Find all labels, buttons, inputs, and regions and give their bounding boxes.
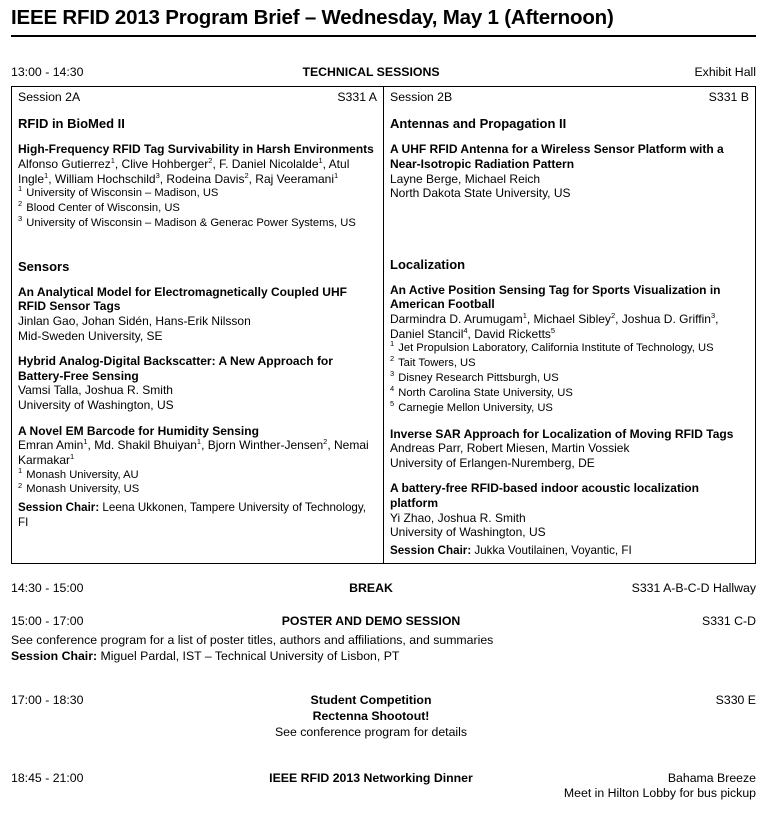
paper-affiliation: $^4$ North Carolina State University, US (390, 384, 573, 399)
paper-affiliation: $^2$ Monash University, US (18, 480, 140, 496)
poster-demo-block (11, 614, 756, 665)
track-title-localization: Localization (390, 256, 466, 272)
paper-affiliation: $^2$ Blood Center of Wisconsin, US (18, 199, 180, 215)
session-chair-name: Miguel Pardal, IST – Technical University of Lisbon, PT (100, 649, 400, 664)
networking-dinner-location-note: Meet in Hilton Lobby for bus pickup (563, 786, 756, 801)
networking-dinner-location: Bahama Breeze (667, 771, 756, 786)
poster-demo-location: S331 C-D (702, 613, 756, 628)
networking-dinner-row (11, 771, 756, 786)
session-chair-name: Jukka Voutilainen, Voyantic, FI (474, 543, 632, 557)
paper-affiliation: $^3$ Disney Research Pittsburgh, US (390, 369, 559, 384)
break-time: 14:30 - 15:00 (11, 581, 84, 596)
technical-sessions-location: Exhibit Hall (694, 65, 756, 79)
paper-affiliation: $^1$ Monash University, AU (18, 465, 139, 481)
session-2b-code: Session 2B (390, 90, 453, 105)
poster-demo-chair (11, 649, 756, 665)
technical-sessions-time: 13:00 - 14:30 (11, 65, 84, 79)
paper-title: High-Frequency RFID Tag Survivability in Harsh Environments (18, 142, 374, 157)
session-2b-chair (384, 544, 755, 563)
track-title-antennas-and-propagation-ii: Antennas and Propagation II (390, 116, 567, 132)
networking-dinner-time: 18:45 - 21:00 (11, 771, 84, 786)
paper-affiliation: $^5$ Carnegie Mellon University, US (390, 398, 553, 414)
student-competition-label-3: See conference program for details (274, 725, 468, 740)
paper-title: An Analytical Model for Electromagnetically Coupled UHF RFID Sensor Tags (18, 284, 347, 314)
break-row (11, 581, 756, 596)
paper-entry (390, 481, 749, 540)
paper-entry (18, 354, 377, 413)
session-2a-code: Session 2A (18, 90, 81, 105)
session-2a-header (12, 87, 383, 108)
paper-entry (390, 427, 749, 471)
paper-authors: Yi Zhao, Joshua R. Smith (390, 510, 526, 525)
paper-authors: Alfonso Gutierrez$^1$, Clive Hohberger$^2$, F. Daniel Nicolalde$^1$, Atul Ingle$^1$, William Hochschild$^3$, Rodeina Davis$^2$, Raj Veeramani$^1$ (18, 155, 350, 186)
page-title: IEEE RFID 2013 Program Brief – Wednesday, May 1 (Afternoon) (11, 0, 756, 37)
paper-affiliation: $^1$ University of Wisconsin – Madison, US (18, 184, 219, 200)
paper-affiliation: University of Washington, US (390, 525, 546, 540)
paper-title: An Active Position Sensing Tag for Sports Visualization in American Football (390, 282, 721, 312)
paper-affiliation: North Dakota State University, US (390, 186, 571, 201)
student-competition-label-stack (186, 693, 556, 741)
networking-dinner-block (11, 771, 756, 800)
paper-authors: Andreas Parr, Robert Miesen, Martin Vossiek (390, 441, 630, 456)
paper-authors: Layne Berge, Michael Reich (390, 171, 541, 186)
paper-affiliation: $^3$ University of Wisconsin – Madison & Generac Power Systems, US (18, 214, 356, 229)
paper-affiliation: $^2$ Tait Towers, US (390, 354, 476, 370)
poster-demo-row (11, 614, 756, 629)
paper-affiliation: $^1$ Jet Propulsion Laboratory, California Institute of Technology, US (390, 339, 714, 355)
sessions-table (11, 86, 756, 564)
sessions-table-row (12, 87, 756, 564)
session-2b-header (384, 87, 755, 108)
poster-demo-note: See conference program for a list of poster titles, authors and affiliations, and summaries (11, 633, 494, 648)
paper-entry (18, 285, 377, 344)
paper-affiliation: University of Erlangen-Nuremberg, DE (390, 455, 595, 470)
paper-authors: Jinlan Gao, Johan Sidén, Hans-Erik Nilsson (18, 313, 251, 328)
session-chair-label: Session Chair: (390, 543, 472, 557)
break-label: BREAK (349, 581, 393, 596)
session-2b-room: S331 B (708, 90, 749, 105)
student-competition-time: 17:00 - 18:30 (11, 693, 84, 708)
session-2b-body (384, 108, 755, 544)
session-2a-room: S331 A (337, 90, 377, 105)
paper-title: A UHF RFID Antenna for a Wireless Sensor Platform with a Near-Isotropic Radiation Pattern (390, 142, 724, 171)
break-location: S331 A-B-C-D Hallway (631, 581, 756, 596)
technical-sessions-label: TECHNICAL SESSIONS (302, 65, 440, 79)
paper-entry (18, 142, 377, 231)
session-2a-body (12, 108, 383, 501)
session-cell-2b (384, 87, 756, 564)
session-cell-2a (12, 87, 384, 564)
paper-authors: Vamsi Talla, Joshua R. Smith (18, 383, 173, 398)
session-chair-label: Session Chair: (18, 501, 100, 515)
paper-authors: Darmindra D. Arumugam$^1$, Michael Sibley$^2$, Joshua D. Griffin$^3$, Daniel Stancil$^4$, David Ricketts$^5$ (390, 310, 719, 341)
student-competition-location: S330 E (715, 693, 756, 708)
session-chair-label: Session Chair: (11, 649, 98, 664)
student-competition-label-1: Student Competition (310, 693, 432, 708)
paper-entry (390, 142, 749, 201)
student-competition-label-2: Rectenna Shootout! (312, 709, 430, 724)
paper-title: Inverse SAR Approach for Localization of Moving RFID Tags (390, 426, 734, 441)
paper-affiliation: University of Washington, US (18, 398, 174, 413)
paper-title: Hybrid Analog-Digital Backscatter: A New Approach for Battery-Free Sensing (18, 354, 333, 383)
paper-entry (18, 424, 377, 498)
student-competition-block (11, 693, 756, 741)
track-title-sensors: Sensors (18, 258, 70, 274)
paper-entry (390, 283, 749, 416)
paper-affiliation: Mid-Sweden University, SE (18, 328, 163, 343)
track-title-rfid-in-biomed-ii: RFID in BioMed II (18, 116, 125, 132)
poster-demo-label: POSTER AND DEMO SESSION (281, 613, 461, 628)
networking-dinner-label: IEEE RFID 2013 Networking Dinner (269, 771, 473, 786)
session-2a-chair (12, 501, 383, 535)
poster-demo-time: 15:00 - 17:00 (11, 613, 84, 628)
paper-title: A Novel EM Barcode for Humidity Sensing (18, 423, 259, 438)
paper-authors: Emran Amin$^1$, Md. Shakil Bhuiyan$^1$, Bjorn Winther-Jensen$^2$, Nemai Karmakar$^1$ (18, 437, 369, 467)
paper-title: A battery-free RFID-based indoor acoustic localization platform (390, 481, 699, 511)
session-chair-name: Leena Ukkonen, Tampere University of Technology, FI (18, 501, 367, 529)
networking-dinner-location-stack (556, 771, 756, 786)
student-competition-row (11, 693, 756, 741)
technical-sessions-row (11, 65, 756, 80)
break-block (11, 581, 756, 596)
